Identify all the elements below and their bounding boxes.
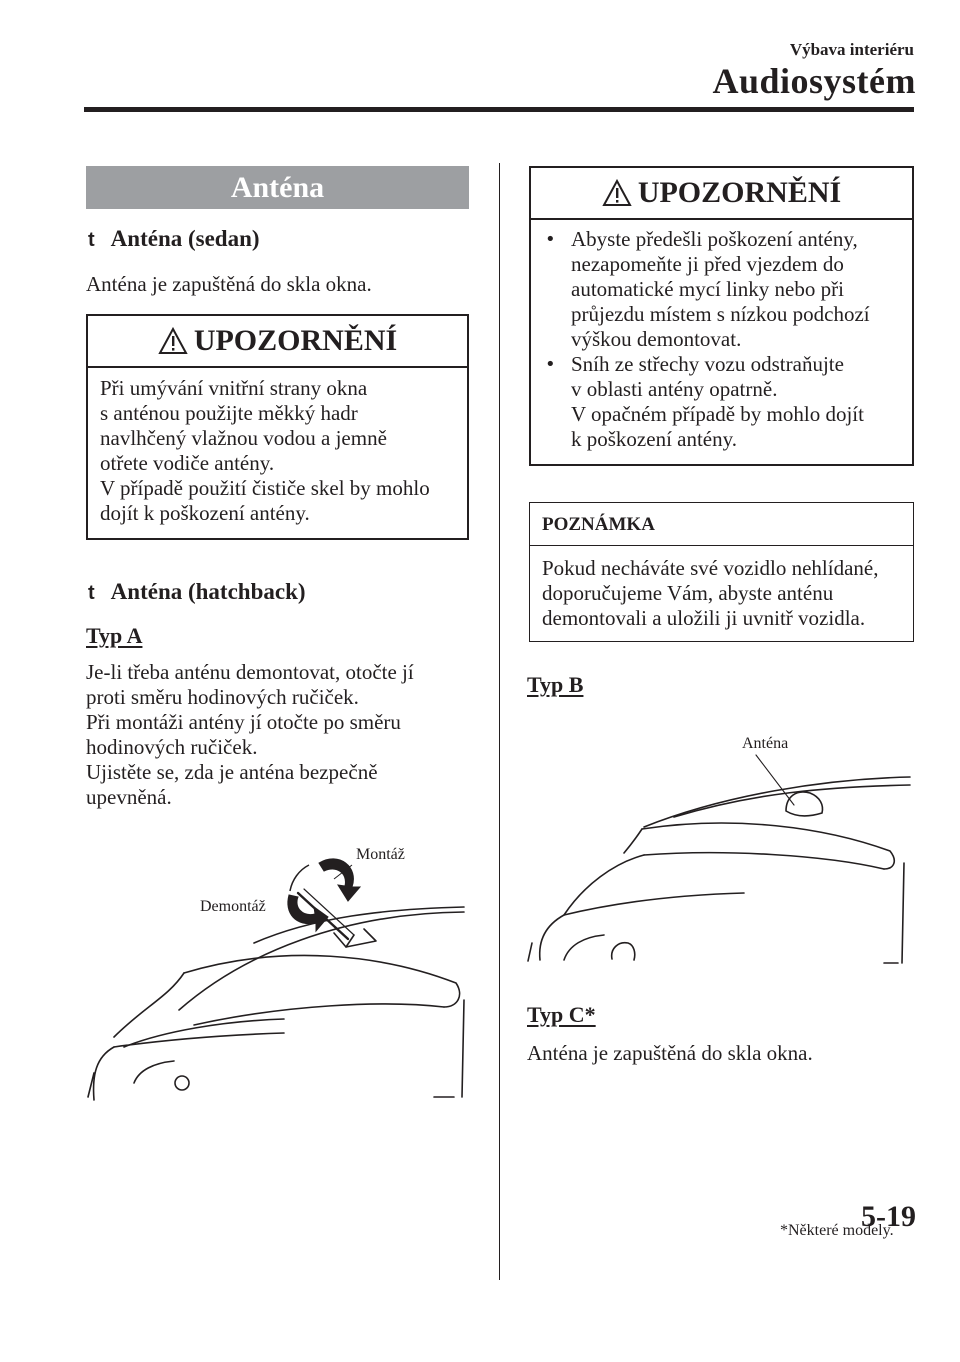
column-divider bbox=[499, 163, 500, 1280]
list-bullet: • bbox=[545, 354, 556, 375]
caution-line: průjezdu místem s nízkou podchozí bbox=[571, 302, 870, 326]
note-body bbox=[530, 546, 913, 641]
header-rule bbox=[84, 107, 914, 112]
caution-title: UPOZORNĚNÍ bbox=[637, 176, 842, 209]
figure-label-dismount: Demontáž bbox=[200, 898, 266, 915]
caution-line: otřete vodiče antény. bbox=[100, 451, 275, 475]
warning-icon bbox=[158, 327, 188, 355]
text-line: Ujistěte se, zda je anténa bezpečně bbox=[86, 760, 378, 784]
sedan-heading-text: Anténa (sedan) bbox=[110, 226, 260, 251]
list-bullet: • bbox=[545, 229, 556, 250]
page-number: 5-19 bbox=[861, 1200, 916, 1233]
header-section: Výbava interiéru bbox=[789, 40, 914, 59]
caution-line: Abyste předešli poškození antény, bbox=[571, 227, 858, 251]
caution-box-sedan bbox=[86, 314, 469, 540]
caution-line: výškou demontovat. bbox=[571, 327, 742, 351]
caution-line: dojít k poškození antény. bbox=[100, 501, 310, 525]
caution-line: v oblasti antény opatrně. bbox=[571, 377, 778, 401]
text-line: hodinových ručiček. bbox=[86, 735, 258, 759]
caution-line: s anténou použijte měkký hadr bbox=[100, 401, 358, 425]
caution-line: navlhčený vlažnou vodou a jemně bbox=[100, 426, 387, 450]
caution-header bbox=[531, 168, 912, 220]
figure-label-antenna: Anténa bbox=[742, 735, 789, 752]
figure-antenna-type-a bbox=[84, 835, 474, 1105]
hatchback-text bbox=[86, 660, 414, 810]
typ-b-label: Typ B bbox=[527, 672, 584, 697]
note-line: Pokud necháváte své vozidlo nehlídané, bbox=[542, 556, 879, 580]
typ-c-label: Typ C* bbox=[527, 1002, 596, 1027]
caution-header bbox=[88, 316, 467, 368]
caution-box-hatchback bbox=[529, 166, 914, 466]
figure-antenna-type-b bbox=[524, 745, 914, 970]
caution-body bbox=[531, 220, 912, 462]
caution-line: V opačném případě by mohlo dojít bbox=[571, 402, 864, 426]
typ-a-label: Typ A bbox=[86, 623, 143, 648]
caution-title: UPOZORNĚNÍ bbox=[193, 324, 398, 357]
text-line: Je-li třeba anténu demontovat, otočte jí bbox=[86, 660, 414, 684]
text-line: upevněná. bbox=[86, 785, 172, 809]
caution-line: nezapomeňte ji před vjezdem do bbox=[571, 252, 844, 276]
caution-body bbox=[88, 368, 467, 536]
caution-line: Sníh ze střechy vozu odstraňujte bbox=[571, 352, 844, 376]
caution-line: V případě použití čističe skel by mohlo bbox=[100, 476, 430, 500]
caution-line: k poškození antény. bbox=[571, 427, 738, 451]
typ-c-text: Anténa je zapuštěná do skla okna. bbox=[527, 1041, 813, 1065]
note-line: doporučujeme Vám, abyste anténu bbox=[542, 581, 834, 605]
note-box bbox=[529, 502, 914, 642]
note-title: POZNÁMKA bbox=[530, 503, 913, 546]
text-line: proti směru hodinových ručiček. bbox=[86, 685, 359, 709]
note-line: demontovali a uložili ji uvnitř vozidla. bbox=[542, 606, 866, 630]
heading-bullet: t bbox=[88, 582, 95, 604]
sedan-heading bbox=[88, 226, 260, 252]
caution-line: Při umývání vnitřní strany okna bbox=[100, 376, 368, 400]
footer-note: *Některé modely. bbox=[780, 1222, 894, 1239]
page-title: Audiosystém bbox=[712, 61, 916, 101]
hatchback-heading bbox=[88, 579, 306, 605]
hatchback-heading-text: Anténa (hatchback) bbox=[110, 579, 306, 604]
section-title-bar: Anténa bbox=[86, 166, 469, 209]
caution-list-item bbox=[543, 352, 900, 452]
warning-icon bbox=[602, 179, 632, 207]
caution-list-item bbox=[543, 227, 900, 352]
figure-label-mount: Montáž bbox=[356, 846, 405, 863]
text-line: Při montáži antény jí otočte po směru bbox=[86, 710, 401, 734]
sedan-text: Anténa je zapuštěná do skla okna. bbox=[86, 272, 372, 296]
heading-bullet: t bbox=[88, 229, 95, 251]
caution-line: automatické mycí linky nebo při bbox=[571, 277, 844, 301]
